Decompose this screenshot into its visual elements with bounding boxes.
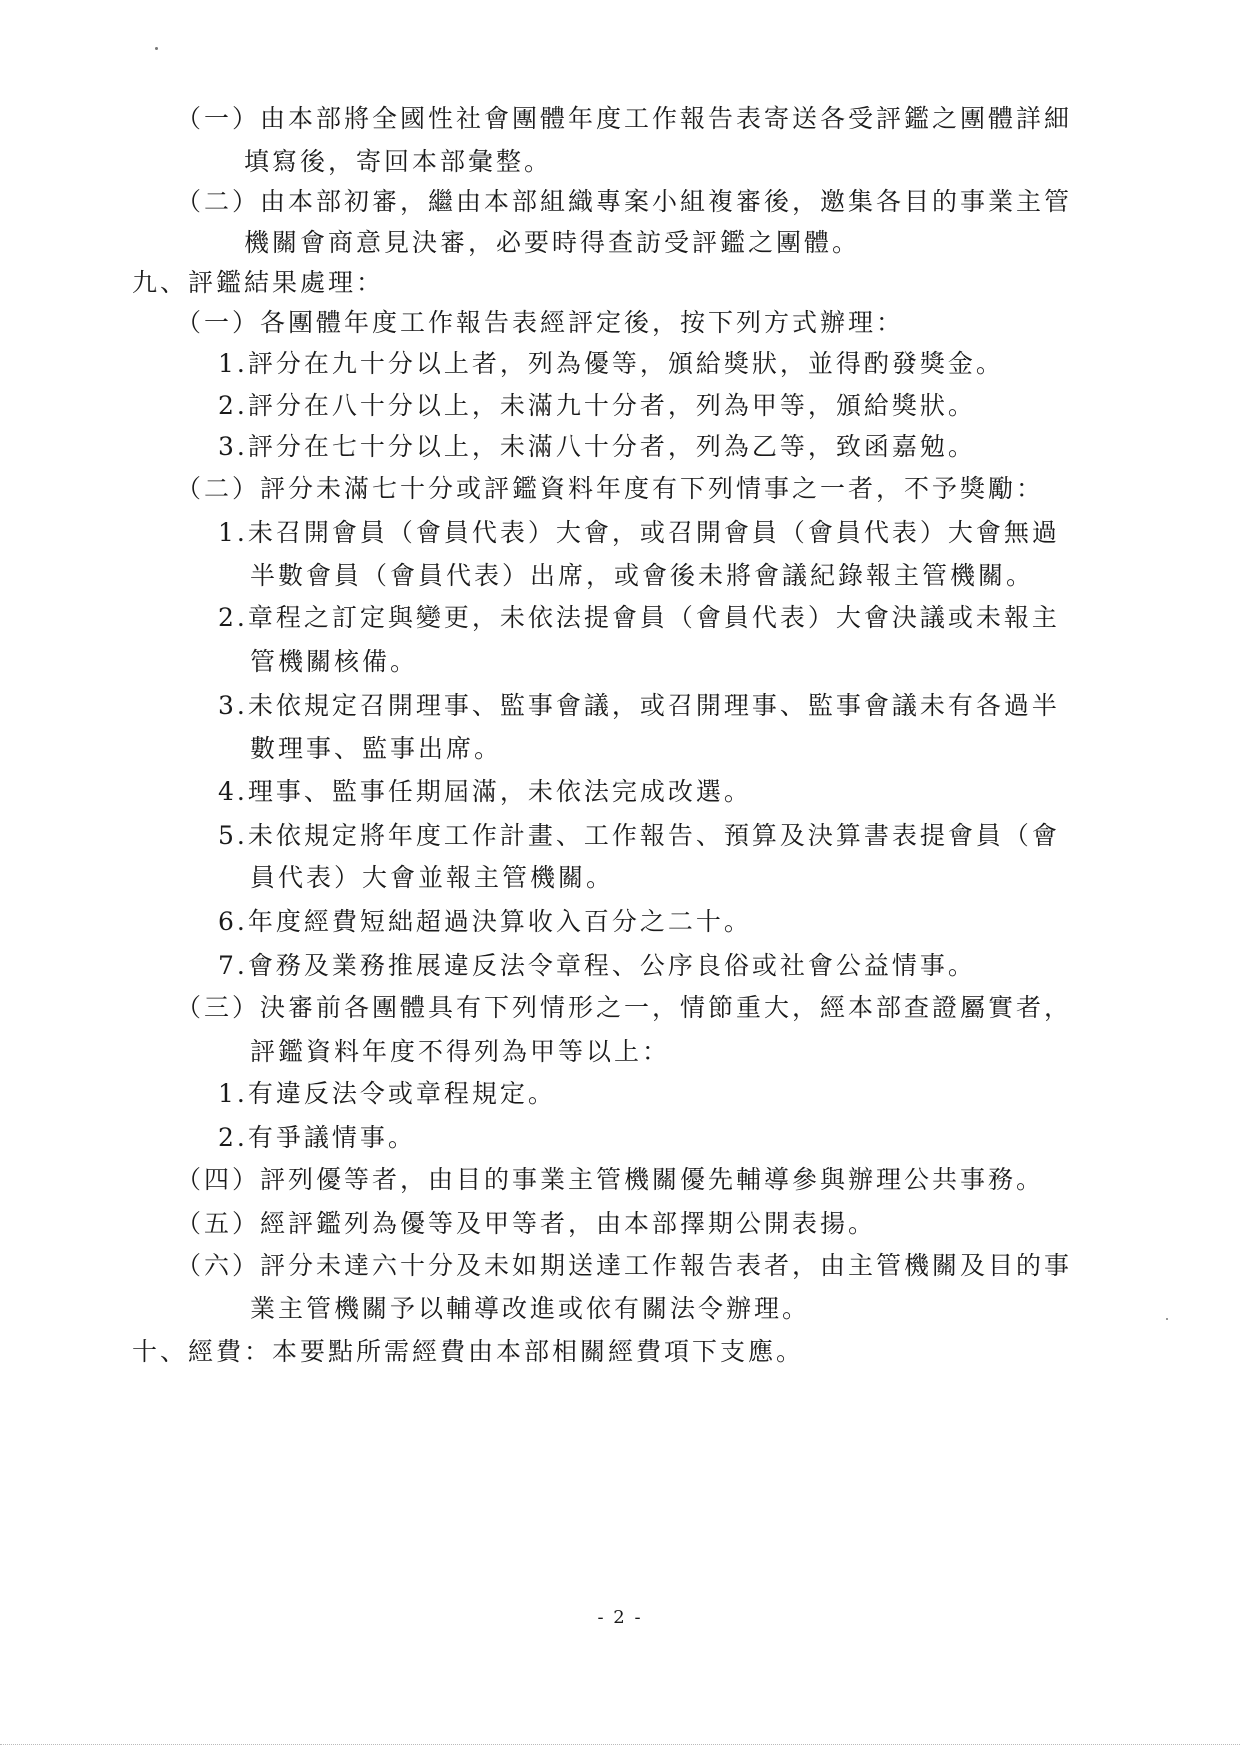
clause-9-1: （一）各團體年度工作報告表經評定後，按下列方式辦理： <box>176 308 905 337</box>
section-9-heading: 九、評鑑結果處理： <box>132 268 385 297</box>
clause-9-1-item-2: 2.評分在八十分以上，未滿九十分者，列為甲等，頒給獎狀。 <box>218 391 976 420</box>
clause-8-1-line-1: （一）由本部將全國性社會團體年度工作報告表寄送各受評鑑之團體詳細 <box>176 104 1073 133</box>
clause-9-2-item-3-line-2: 數理事、監事出席。 <box>250 734 503 763</box>
clause-9-6-line-1: （六）評分未達六十分及未如期送達工作報告表者，由主管機關及目的事 <box>176 1251 1073 1280</box>
section-10: 十、經費：本要點所需經費由本部相關經費項下支應。 <box>132 1337 805 1366</box>
clause-9-3-line-1: （三）決審前各團體具有下列情形之一，情節重大，經本部查證屬實者， <box>176 993 1073 1022</box>
clause-9-2-item-4: 4.理事、監事任期屆滿，未依法完成改選。 <box>218 777 752 806</box>
clause-9-6-line-2: 業主管機關予以輔導改進或依有關法令辦理。 <box>250 1294 811 1323</box>
clause-9-2-item-1-line-1: 1.未召開會員（會員代表）大會，或召開會員（會員代表）大會無過 <box>218 518 1060 547</box>
clause-9-2-item-7: 7.會務及業務推展違反法令章程、公序良俗或社會公益情事。 <box>218 951 976 980</box>
clause-9-2-item-3-line-1: 3.未依規定召開理事、監事會議，或召開理事、監事會議未有各過半 <box>218 691 1060 720</box>
scan-speck <box>1166 1318 1168 1320</box>
clause-9-2: （二）評分未滿七十分或評鑑資料年度有下列情事之一者，不予獎勵： <box>176 474 1045 503</box>
clause-9-2-item-6: 6.年度經費短絀超過決算收入百分之二十。 <box>218 907 752 936</box>
page-number: - 2 - <box>597 1607 643 1628</box>
clause-9-2-item-5-line-2: 員代表）大會並報主管機關。 <box>250 863 615 892</box>
clause-9-5: （五）經評鑑列為優等及甲等者，由本部擇期公開表揚。 <box>176 1209 877 1238</box>
clause-9-4: （四）評列優等者，由目的事業主管機關優先輔導參與辦理公共事務。 <box>176 1165 1045 1194</box>
clause-9-2-item-2-line-1: 2.章程之訂定與變更，未依法提會員（會員代表）大會決議或未報主 <box>218 603 1060 632</box>
clause-9-2-item-5-line-1: 5.未依規定將年度工作計畫、工作報告、預算及決算書表提會員（會 <box>218 821 1060 850</box>
clause-8-2-line-2: 機關會商意見決審，必要時得查訪受評鑑之團體。 <box>244 228 861 257</box>
scan-edge <box>0 1744 1240 1746</box>
clause-9-3-item-2: 2.有爭議情事。 <box>218 1123 416 1152</box>
clause-8-2-line-1: （二）由本部初審，繼由本部組織專案小組複審後，邀集各目的事業主管 <box>176 187 1073 216</box>
clause-9-3-line-2: 評鑑資料年度不得列為甲等以上： <box>250 1037 671 1066</box>
clause-9-2-item-2-line-2: 管機關核備。 <box>250 647 419 676</box>
clause-9-3-item-1: 1.有違反法令或章程規定。 <box>218 1079 556 1108</box>
scan-speck <box>155 47 158 50</box>
clause-9-2-item-1-line-2: 半數會員（會員代表）出席，或會後未將會議紀錄報主管機關。 <box>250 561 1035 590</box>
clause-9-1-item-3: 3.評分在七十分以上，未滿八十分者，列為乙等，致函嘉勉。 <box>218 432 976 461</box>
clause-9-1-item-1: 1.評分在九十分以上者，列為優等，頒給獎狀，並得酌發獎金。 <box>218 349 1004 378</box>
clause-8-1-line-2: 填寫後，寄回本部彙整。 <box>244 147 553 176</box>
